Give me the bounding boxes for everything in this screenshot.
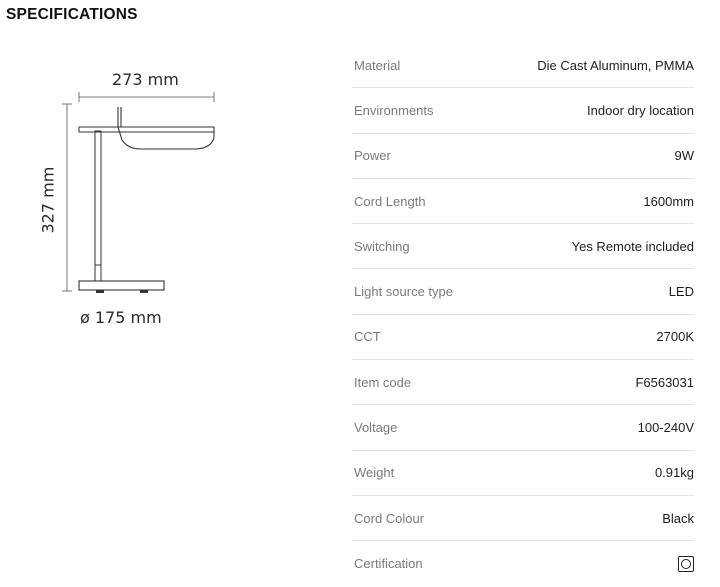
spec-row-weight xyxy=(352,451,694,496)
spec-label: Item code xyxy=(354,374,412,390)
spec-row-cord-colour xyxy=(352,496,694,541)
spec-label: Voltage xyxy=(354,420,398,436)
spec-label: Certification xyxy=(354,556,423,572)
spec-value: F6563031 xyxy=(635,374,694,390)
spec-value: Die Cast Aluminum, PMMA xyxy=(537,57,694,73)
spec-row-certification xyxy=(352,541,694,586)
spec-row-cord-length xyxy=(352,179,694,224)
diameter-dimension-label: ø 175 mm xyxy=(80,308,162,327)
spec-row-power xyxy=(352,134,694,179)
spec-row-environments xyxy=(352,88,694,133)
spec-label: Cord Length xyxy=(354,193,426,209)
page-title: SPECIFICATIONS xyxy=(6,6,138,23)
spec-value xyxy=(678,556,694,572)
spec-row-cct xyxy=(352,315,694,360)
spec-value: Black xyxy=(662,510,694,526)
spec-value: 9W xyxy=(674,148,694,164)
spec-label: Weight xyxy=(354,465,395,481)
spec-value: 100-240V xyxy=(637,420,694,436)
specifications-table xyxy=(352,43,694,587)
spec-label: Light source type xyxy=(354,284,454,300)
spec-row-voltage xyxy=(352,405,694,450)
spec-value: 1600mm xyxy=(643,193,694,209)
certification-mark-icon xyxy=(678,556,694,572)
spec-row-switching xyxy=(352,224,694,269)
spec-label: Switching xyxy=(354,238,410,254)
lamp-drawing xyxy=(0,0,340,587)
spec-value: Indoor dry location xyxy=(587,102,694,118)
spec-row-item-code xyxy=(352,360,694,405)
height-dimension-label: 327 mm xyxy=(38,166,58,234)
spec-label: Environments xyxy=(354,102,434,118)
spec-value: 0.91kg xyxy=(654,465,694,481)
spec-label: Material xyxy=(354,57,401,73)
spec-label: CCT xyxy=(354,329,381,345)
spec-value: 2700K xyxy=(656,329,694,345)
spec-value: LED xyxy=(668,284,694,300)
spec-value: Yes Remote included xyxy=(571,238,694,254)
spec-label: Power xyxy=(354,148,391,164)
spec-row-material xyxy=(352,43,694,88)
spec-label: Cord Colour xyxy=(354,510,425,526)
width-dimension-label: 273 mm xyxy=(112,70,179,89)
spec-row-light-source-type xyxy=(352,269,694,314)
